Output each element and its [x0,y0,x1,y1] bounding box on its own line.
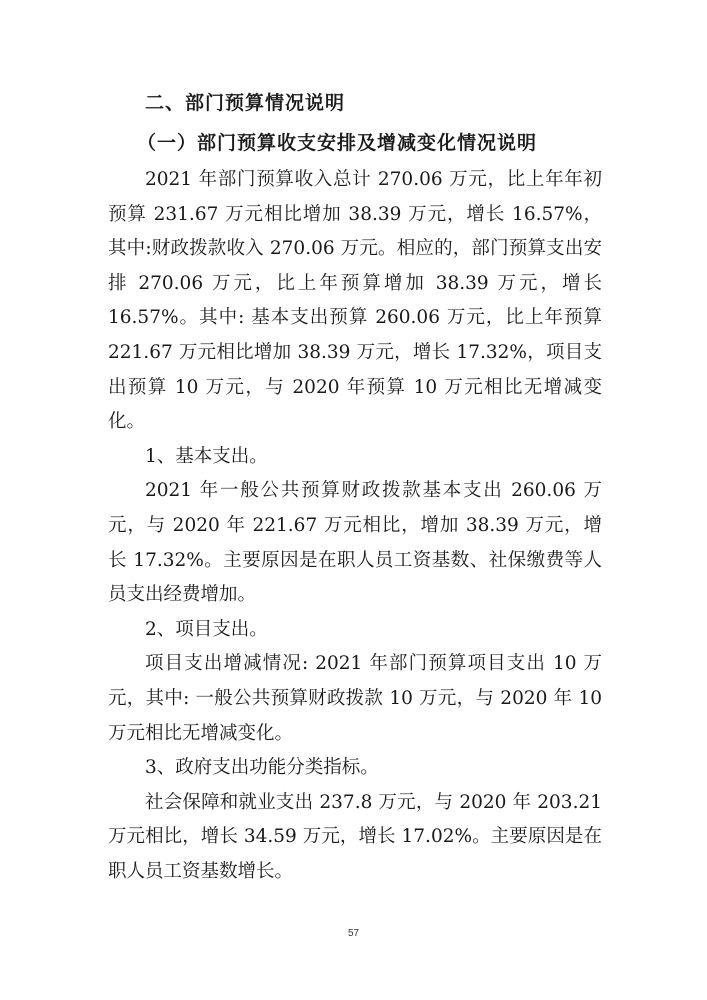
body-text [108,163,602,889]
subsection-title: （一）部门预算收支安排及增减变化情况说明 [137,132,538,154]
paragraph-social-security: 社会保障和就业支出 237.8 万元，与 2020 年 203.21 万元相比，增长 34.59 万元，增长 17.02%。主要原因是在职人员工资基数增长。 [108,791,602,882]
paragraph-basic-expenditure: 2021 年一般公共预算财政拨款基本支出 260.06 万元，与 2020 年 221.67 万元相比，增加 38.39 万元，增长 17.32%。主要原因是在职人员工资基数、社保缴费等人员支出经费增加。 [108,480,602,606]
page-number: 57 [347,928,360,939]
heading-project-expenditure: 2、项目支出。 [145,618,268,640]
heading-functional-classification: 3、政府支出功能分类指标。 [145,757,379,779]
paragraph-project-expenditure: 项目支出增减情况: 2021 年部门预算项目支出 10 万元，其中: 一般公共预算财政拨款 10 万元，与 2020 年 10 万元相比无增减变化。 [108,653,602,744]
section-title: 二、部门预算情况说明 [145,92,346,114]
heading-basic-expenditure: 1、基本支出。 [145,445,268,467]
paragraph-budget-summary: 2021 年部门预算收入总计 270.06 万元，比上年年初预算 231.67 万元相比增加 38.39 万元，增长 16.57%，其中:财政拨款收入 270.06 万元。相应的，部门预算支出安排 270.06 万元，比上年预算增加 38.39 万元，增长 16.57%。其中: 基本支出预算 260.06 万元，比上年预算 221.67 万元相比增加 38.39 万元，增长 17.32%，项目支出预算 10 万元，与 2020 年预算 10 万元相比无增减变化。 [108,169,602,433]
